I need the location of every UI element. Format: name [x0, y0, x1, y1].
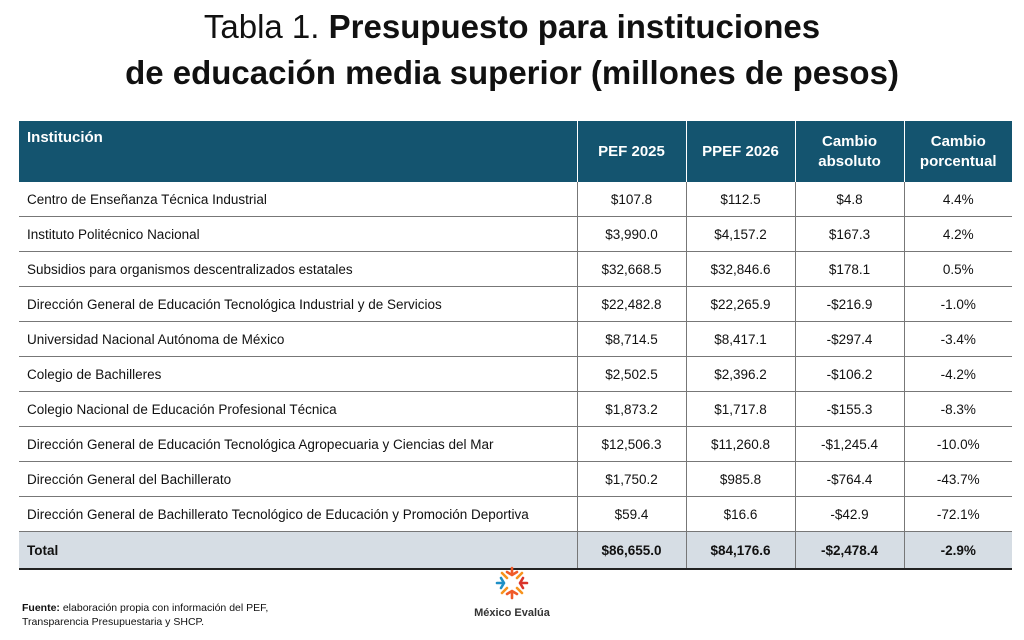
cell-cambio-porcentual: -4.2% [904, 357, 1012, 392]
cell-pef-2025: $1,873.2 [577, 392, 686, 427]
source-text-line-1: elaboración propia con información del PEF, [59, 602, 269, 614]
total-cambio-porcentual: -2.9% [904, 532, 1012, 570]
header-institucion: Institución [19, 121, 577, 182]
cell-ppef-2026: $2,396.2 [686, 357, 795, 392]
cell-cambio-porcentual: 0.5% [904, 252, 1012, 287]
cell-cambio-porcentual: 4.2% [904, 217, 1012, 252]
cell-ppef-2026: $985.8 [686, 462, 795, 497]
cell-pef-2025: $32,668.5 [577, 252, 686, 287]
cell-ppef-2026: $32,846.6 [686, 252, 795, 287]
cell-ppef-2026: $1,717.8 [686, 392, 795, 427]
cell-cambio-absoluto: -$106.2 [795, 357, 904, 392]
cell-ppef-2026: $16.6 [686, 497, 795, 532]
table-header-row [19, 121, 1012, 182]
title-bold-1: Presupuesto para instituciones [328, 8, 821, 45]
cell-institucion: Dirección General de Educación Tecnológica Agropecuaria y Ciencias del Mar [19, 427, 577, 462]
cell-ppef-2026: $11,260.8 [686, 427, 795, 462]
table-row [19, 462, 1012, 497]
table-row [19, 287, 1012, 322]
header-cambio-porcentual: Cambio porcentual [904, 121, 1012, 182]
table-row [19, 217, 1012, 252]
cell-pef-2025: $8,714.5 [577, 322, 686, 357]
table-row [19, 427, 1012, 462]
logo-name: México Evalúa [474, 607, 550, 619]
cell-institucion: Colegio Nacional de Educación Profesional Técnica [19, 392, 577, 427]
page-title [0, 4, 1024, 96]
total-ppef-2026: $84,176.6 [686, 532, 795, 570]
table-row [19, 497, 1012, 532]
cell-cambio-absoluto: -$216.9 [795, 287, 904, 322]
cell-cambio-absoluto: -$764.4 [795, 462, 904, 497]
cell-institucion: Dirección General del Bachillerato [19, 462, 577, 497]
total-label: Total [19, 532, 577, 570]
cell-cambio-absoluto: -$155.3 [795, 392, 904, 427]
cell-cambio-porcentual: 4.4% [904, 182, 1012, 217]
title-line-2: de educación media superior (millones de pesos) [125, 54, 899, 91]
cell-cambio-porcentual: -43.7% [904, 462, 1012, 497]
cell-cambio-porcentual: -1.0% [904, 287, 1012, 322]
cell-pef-2025: $1,750.2 [577, 462, 686, 497]
total-cambio-absoluto: -$2,478.4 [795, 532, 904, 570]
budget-table [19, 121, 1012, 570]
total-pef-2025: $86,655.0 [577, 532, 686, 570]
title-line-1 [0, 4, 1024, 50]
table-row [19, 392, 1012, 427]
cell-institucion: Dirección General de Bachillerato Tecnológico de Educación y Promoción Deportiva [19, 497, 577, 532]
cell-pef-2025: $12,506.3 [577, 427, 686, 462]
mexico-evalua-logo-icon [494, 565, 530, 601]
cell-cambio-porcentual: -3.4% [904, 322, 1012, 357]
cell-institucion: Subsidios para organismos descentralizados estatales [19, 252, 577, 287]
cell-pef-2025: $107.8 [577, 182, 686, 217]
table-row [19, 252, 1012, 287]
title-lead: Tabla 1. [203, 8, 320, 45]
table-row [19, 322, 1012, 357]
cell-institucion: Dirección General de Educación Tecnológica Industrial y de Servicios [19, 287, 577, 322]
header-ppef-2026: PPEF 2026 [686, 121, 795, 182]
table-row [19, 182, 1012, 217]
source-label: Fuente: [22, 602, 60, 614]
cell-cambio-absoluto: $167.3 [795, 217, 904, 252]
cell-cambio-porcentual: -10.0% [904, 427, 1012, 462]
source-text-line-2: Transparencia Presupuestaria y SHCP. [22, 616, 205, 628]
cell-pef-2025: $22,482.8 [577, 287, 686, 322]
source-note [22, 601, 268, 629]
table-row [19, 357, 1012, 392]
cell-pef-2025: $3,990.0 [577, 217, 686, 252]
cell-institucion: Instituto Politécnico Nacional [19, 217, 577, 252]
cell-ppef-2026: $8,417.1 [686, 322, 795, 357]
cell-institucion: Centro de Enseñanza Técnica Industrial [19, 182, 577, 217]
cell-cambio-absoluto: $4.8 [795, 182, 904, 217]
cell-cambio-absoluto: -$1,245.4 [795, 427, 904, 462]
header-pef-2025: PEF 2025 [577, 121, 686, 182]
cell-institucion: Universidad Nacional Autónoma de México [19, 322, 577, 357]
cell-pef-2025: $2,502.5 [577, 357, 686, 392]
cell-ppef-2026: $22,265.9 [686, 287, 795, 322]
cell-ppef-2026: $4,157.2 [686, 217, 795, 252]
table-total-row [19, 532, 1012, 570]
cell-ppef-2026: $112.5 [686, 182, 795, 217]
cell-cambio-porcentual: -72.1% [904, 497, 1012, 532]
cell-cambio-porcentual: -8.3% [904, 392, 1012, 427]
header-cambio-absoluto: Cambio absoluto [795, 121, 904, 182]
cell-cambio-absoluto: -$297.4 [795, 322, 904, 357]
cell-cambio-absoluto: -$42.9 [795, 497, 904, 532]
cell-cambio-absoluto: $178.1 [795, 252, 904, 287]
cell-institucion: Colegio de Bachilleres [19, 357, 577, 392]
mexico-evalua-logo [452, 565, 572, 619]
cell-pef-2025: $59.4 [577, 497, 686, 532]
